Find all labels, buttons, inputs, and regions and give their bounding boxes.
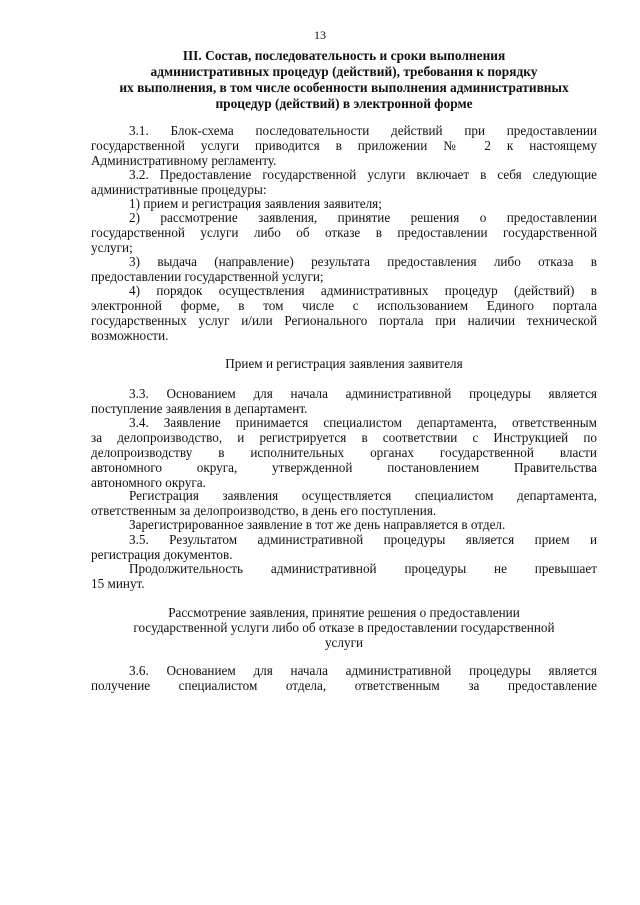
paragraph-3-1 [91, 123, 597, 168]
paragraph-3-3 [91, 386, 597, 416]
paragraph-3-6 [91, 663, 597, 693]
text-line: регистрация документов. [91, 547, 233, 562]
text-line: административные процедуры: [91, 182, 267, 197]
text-line: получение специалистом отдела, ответственным за предоставление [91, 678, 597, 693]
text-line: 3) выдача (направление) результата предоставления либо отказа в [129, 254, 597, 269]
text-line: Регистрация заявления осуществляется специалистом департамента, [129, 488, 597, 503]
subsection-heading-reception [91, 356, 597, 371]
text-line: предоставлении государственной услуги; [91, 269, 324, 284]
text-line: Зарегистрированное заявление в тот же день направляется в отдел. [129, 517, 506, 532]
text-line: автономного округа. [91, 475, 206, 490]
text-line: государственной услуги приводится в приложении № 2 к настоящему [91, 138, 597, 153]
text-line: 3.4. Заявление принимается специалистом департамента, ответственным [129, 415, 597, 430]
text-line: 15 минут. [91, 576, 145, 591]
text-line: ответственным за делопроизводство, в день его поступления. [91, 503, 437, 518]
text-line: услуги; [91, 240, 133, 255]
list-item-3 [91, 254, 597, 284]
text-line: Продолжительность административной процедуры не превышает [129, 561, 597, 576]
text-line: 3.2. Предоставление государственной услуги включает в себя следующие [129, 167, 597, 182]
text-line: возможности. [91, 328, 169, 343]
paragraph-forwarded [91, 517, 597, 532]
subheading-line: Рассмотрение заявления, принятие решения о предоставлении [168, 605, 520, 620]
text-line: автономного округа, утвержденной постановлением Правительства [91, 460, 597, 475]
page-number: 13 [314, 28, 326, 42]
text-line: 2) рассмотрение заявления, принятие решения о предоставлении [129, 210, 597, 225]
section-heading [91, 48, 597, 112]
paragraph-3-4 [91, 415, 597, 490]
text-line: 3.3. Основанием для начала административной процедуры является [129, 386, 597, 401]
subheading-line: государственной услуги либо об отказе в предоставлении государственной [133, 620, 555, 635]
heading-line: их выполнения, в том числе особенности выполнения административных [119, 80, 569, 95]
text-line: государственной услуги либо об отказе в предоставлении государственной [91, 225, 597, 240]
heading-line: процедур (действий) в электронной форме [215, 96, 473, 111]
text-line: электронной форме, в том числе с использованием Единого портала [91, 298, 597, 313]
text-line: 3.6. Основанием для начала административной процедуры является [129, 663, 597, 678]
text-line: Административному регламенту. [91, 153, 277, 168]
paragraph-3-5 [91, 532, 597, 562]
text-line: 3.5. Результатом административной процедуры является прием и [129, 532, 597, 547]
text-line: поступление заявления в департамент. [91, 401, 308, 416]
subheading-line: услуги [324, 635, 364, 650]
paragraph-duration [91, 561, 597, 591]
paragraph-registration [91, 488, 597, 518]
text-line: 1) прием и регистрация заявления заявителя; [129, 196, 382, 211]
text-line: за делопроизводство, и регистрируется в соответствии с Инструкцией по [91, 430, 597, 445]
list-item-4 [91, 283, 597, 343]
paragraph-3-2 [91, 167, 597, 197]
subheading-line: Прием и регистрация заявления заявителя [225, 356, 463, 371]
text-line: 3.1. Блок-схема последовательности действий при предоставлении [129, 123, 597, 138]
text-line: государственных услуг и/или Регионального портала при наличии технической [91, 313, 597, 328]
text-line: 4) порядок осуществления административных процедур (действий) в [129, 283, 597, 298]
subsection-heading-review [91, 605, 597, 650]
heading-line: III. Состав, последовательность и сроки выполнения [182, 48, 506, 63]
list-item-2 [91, 210, 597, 255]
heading-line: административных процедур (действий), требования к порядку [150, 64, 538, 79]
list-item-1 [91, 196, 597, 211]
text-line: делопроизводству в исполнительных органах государственной власти [91, 445, 597, 460]
